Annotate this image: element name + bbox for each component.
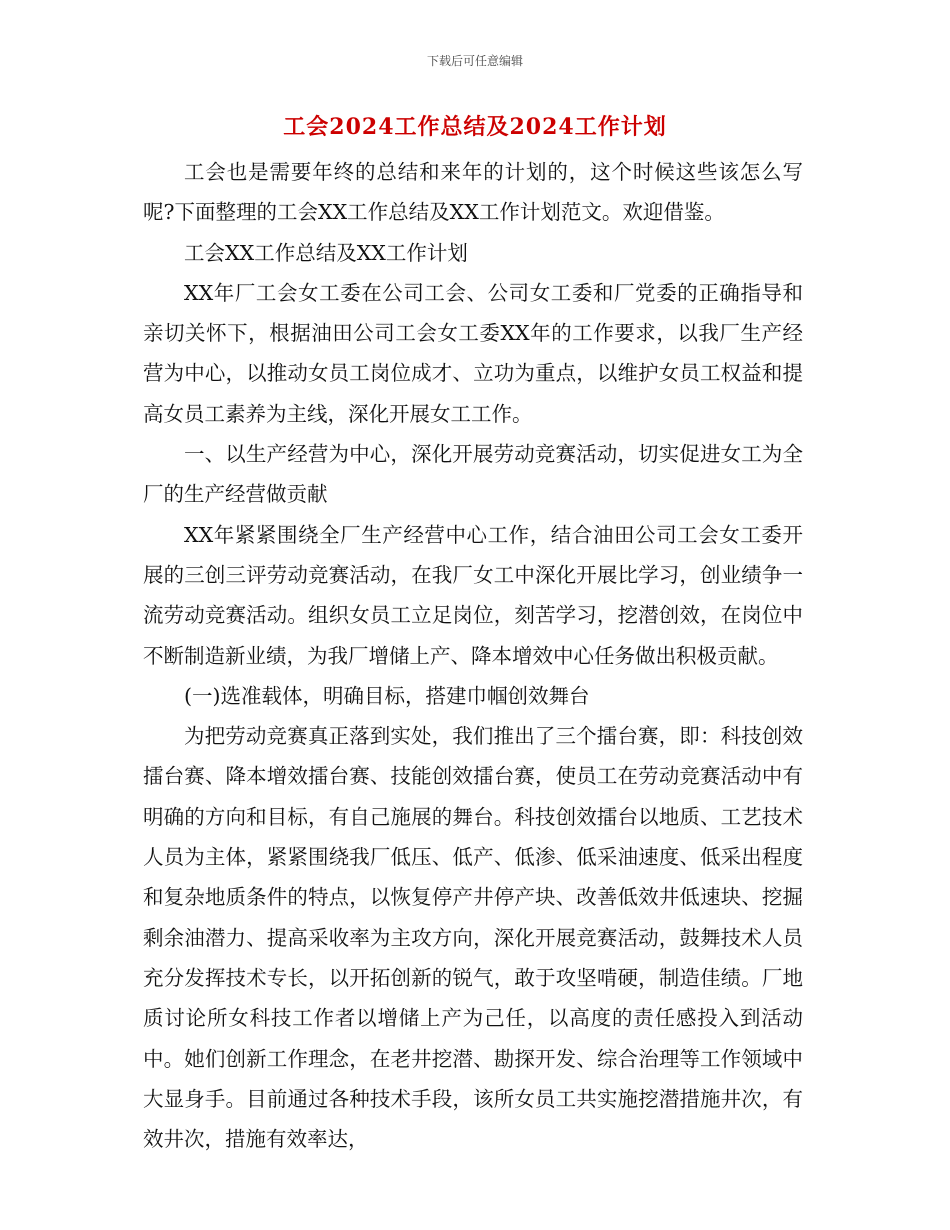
paragraph-overview: XX年厂工会女工委在公司工会、公司女工委和厂党委的正确指导和亲切关怀下，根据油田公司工会女工委XX年的工作要求，以我厂生产经营为中心，以推动女员工岗位成才、立功为重点，以维护女员工权益和提高女员工素养为主线，深化开展女工工作。: [143, 280, 803, 426]
subsection-heading-1: (一)选准载体，明确目标，搭建巾帼创效舞台: [184, 683, 590, 708]
document-title: 工会2024工作总结及2024工作计划: [283, 114, 667, 140]
section-heading-1: 一、以生产经营为中心，深化开展劳动竞赛活动，切实促进女工为全厂的生产经营做贡献: [143, 442, 803, 507]
paragraph-section-1: XX年紧紧围绕全厂生产经营中心工作，结合油田公司工会女工委开展的三创三评劳动竞赛活动，在我厂女工中深化开展比学习，创业绩争一流劳动竞赛活动。组织女员工立足岗位，刻苦学习，挖潜创效，在岗位中不断制造新业绩，为我厂增储上产、降本增效中心任务做出积极贡献。: [143, 522, 803, 668]
header-note: 下载后可任意编辑: [426, 54, 523, 68]
paragraph-subtitle: 工会XX工作总结及XX工作计划: [184, 240, 468, 265]
document-body: [143, 152, 803, 1159]
paragraph-subsection-1: 为把劳动竞赛真正落到实处，我们推出了三个擂台赛，即：科技创效擂台赛、降本增效擂台赛、技能创效擂台赛，使员工在劳动竞赛活动中有明确的方向和目标，有自己施展的舞台。科技创效擂台以地质、工艺技术人员为主体，紧紧围绕我厂低压、低产、低渗、低采油速度、低采出程度和复杂地质条件的特点，以恢复停产井停产块、改善低效井低速块、挖掘剩余油潜力、提高采收率为主攻方向，深化开展竞赛活动，鼓舞技术人员充分发挥技术专长，以开拓创新的锐气，敢于攻坚啃硬，制造佳绩。厂地质讨论所女科技工作者以增储上产为己任，以高度的责任感投入到活动中。她们创新工作理念，在老井挖潜、勘探开发、综合治理等工作领域中大显身手。目前通过各种技术手段，该所女员工共实施挖潜措施井次，有效井次，措施有效率达，: [143, 724, 803, 1152]
paragraph-intro: 工会也是需要年终的总结和来年的计划的，这个时候这些该怎么写呢?下面整理的工会XX工作总结及XX工作计划范文。欢迎借鉴。: [143, 160, 803, 225]
